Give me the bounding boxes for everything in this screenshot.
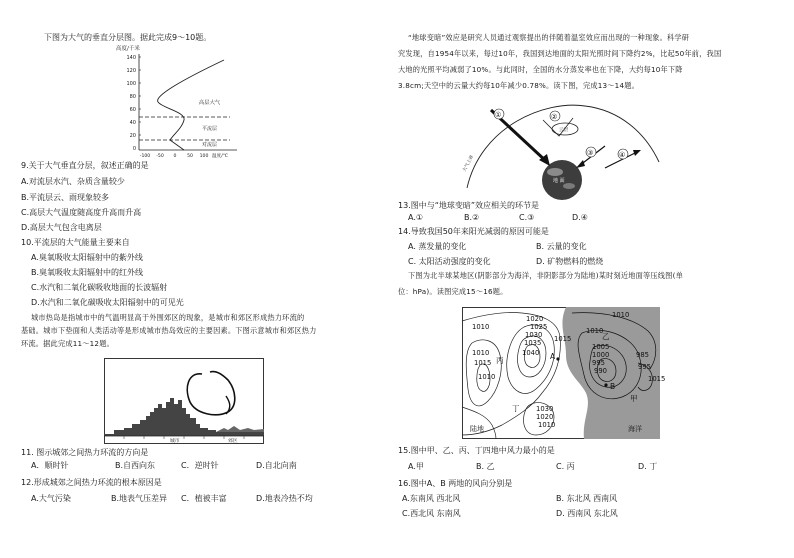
earth-dimming-figure xyxy=(455,96,670,200)
fig1-ytick: 0 xyxy=(132,146,136,152)
q10-option[interactable]: D.水汽和二氧化碳吸收太阳辐射中的可见光 xyxy=(31,298,184,307)
q11-option[interactable]: C．逆时针 xyxy=(181,461,219,470)
q15-option[interactable]: C. 丙 xyxy=(556,462,575,471)
fig3-label: ① xyxy=(495,111,502,119)
fig4-point-label: 甲 xyxy=(630,394,638,403)
fig4-isobar-label: 1020 xyxy=(536,413,554,421)
fig1-layer-label: 高层大气 xyxy=(199,100,221,106)
q13-option[interactable]: B.② xyxy=(464,213,480,222)
intro-13-14-line: 究发现，自1954年以来，每过10年，我国到达地面的太阳光照时间下降约2%，比起50年前，我国 xyxy=(398,49,722,58)
intro-13-14-line: 3.8cm;天空中的云量大约每10年减少0.78%。读下图，完成13～14题。 xyxy=(398,81,640,90)
q16-option[interactable]: B. 东北风 西南风 xyxy=(556,494,618,503)
q13-stem: 13.图中与“地球变暗”效应相关的环节是 xyxy=(398,201,540,210)
fig3-ground-label: 地 面 xyxy=(553,178,565,184)
q12-stem: 12.形成城郊之间热力环流的根本原因是 xyxy=(21,478,162,487)
fig4-isobar-label: 1010 xyxy=(612,311,630,319)
q15-stem: 15.图中甲、乙、丙、丁四地中风力最小的是 xyxy=(398,446,555,455)
fig4-isobar-label: 1015 xyxy=(648,375,666,383)
intro-9-10: 下图为大气的垂直分层图。据此完成9～10题。 xyxy=(44,33,212,42)
fig4-isobar-label: 1015 xyxy=(474,359,492,367)
fig1-xtick: -100 xyxy=(139,154,151,159)
q12-option[interactable]: D.地表冷热不均 xyxy=(256,494,313,503)
q14-stem: 14.导致我国50年来阳光减弱的原因可能是 xyxy=(398,227,549,236)
q11-option[interactable]: A．顺时针 xyxy=(31,461,69,470)
q16-option[interactable]: D. 西南风 东北风 xyxy=(556,509,618,518)
fig1-ytick: 40 xyxy=(129,120,136,126)
fig4-sea-label: 海洋 xyxy=(628,425,642,433)
q13-option[interactable]: C.③ xyxy=(519,213,535,222)
fig2-suburb-label: 郊区 xyxy=(228,439,238,444)
fig1-xticks xyxy=(140,153,209,159)
fig4-point-label: A xyxy=(550,352,556,361)
fig4-isobar-label: 995 xyxy=(592,359,605,367)
fig4-isobar-label: 1010 xyxy=(586,327,604,335)
q12-option[interactable]: C．植被丰富 xyxy=(181,494,227,503)
q13-option[interactable]: D.④ xyxy=(572,213,588,222)
q11-stem: 11. 图示城郊之间热力环流的方向是 xyxy=(21,448,149,457)
q10-option[interactable]: A.臭氧吸收太阳辐射中的紫外线 xyxy=(31,253,143,262)
fig4-isobar-label: 1030 xyxy=(525,331,543,339)
fig1-ytick: 120 xyxy=(126,68,136,74)
q13-option[interactable]: A.① xyxy=(408,213,424,222)
q10-stem: 10.平流层的大气能量主要来自 xyxy=(21,238,130,247)
fig1-xtick: 0 xyxy=(173,154,177,159)
fig1-xtick: 50 xyxy=(187,154,193,159)
fig3-cloud-label: 云层 xyxy=(559,128,569,133)
q14-option[interactable]: B. 云量的变化 xyxy=(536,242,587,251)
q16-option[interactable]: C.西北风 东南风 xyxy=(402,509,461,518)
q14-option[interactable]: A. 蒸发量的变化 xyxy=(408,242,467,251)
fig4-isobar-label: 1035 xyxy=(524,339,542,347)
fig4-isobar-label: 1015 xyxy=(554,335,572,343)
q16-option[interactable]: A.东南风 西北风 xyxy=(402,494,461,503)
fig4-isobar-label: 1020 xyxy=(526,315,544,323)
fig4-isobar-label: 1010 xyxy=(538,421,556,429)
fig4-point-label: B xyxy=(610,382,616,391)
fig1-xtick: -50 xyxy=(156,154,164,159)
q15-option[interactable]: D. 丁 xyxy=(638,462,658,471)
q14-option[interactable]: C. 太阳活动强度的变化 xyxy=(408,257,491,266)
fig1-layer-label: 平流层 xyxy=(202,126,218,132)
fig4-isobar-label: 1025 xyxy=(530,323,548,331)
fig4-isobar-label: 1040 xyxy=(522,349,540,357)
fig4-isobar-label: 985 xyxy=(636,351,649,359)
fig3-label: ② xyxy=(551,113,558,121)
q9-stem: 9.关于大气垂直分层，叙述正确的是 xyxy=(21,161,149,170)
fig4-land-label: 陆地 xyxy=(470,425,484,433)
q10-option[interactable]: B.臭氧吸收太阳辐射中的红外线 xyxy=(31,268,144,277)
fig4-isobar-label: 1030 xyxy=(536,405,554,413)
fig4-point-label: 丙 xyxy=(496,356,504,365)
q11-option[interactable]: B.自西向东 xyxy=(115,461,156,470)
fig3-atmosphere-label: 大气上界 xyxy=(462,154,476,173)
fig1-xtick: 100 xyxy=(199,154,209,159)
fig3-label: ③ xyxy=(587,149,594,157)
fig1-ytick: 140 xyxy=(126,55,136,61)
q9-option[interactable]: C.高层大气温度随高度升高而升高 xyxy=(21,208,142,217)
isobar-map xyxy=(462,307,666,439)
intro-13-14-line: 大地的光照平均减弱了10%。与此同时，全国的水分蒸发率也在下降，大约每10年下降 xyxy=(398,65,683,74)
q9-option[interactable]: A.对流层水汽、杂质含量较少 xyxy=(21,177,125,186)
q11-option[interactable]: D.自北向南 xyxy=(256,461,297,470)
intro-11-12-line: 基础。城市下垫面和人类活动等是形成城市热岛效应的主要因素。下图示意城市和郊区热力 xyxy=(21,326,317,335)
fig4-isobar-label: 995 xyxy=(638,363,651,371)
q12-option[interactable]: A.大气污染 xyxy=(31,494,71,503)
fig4-isobar-label: 1005 xyxy=(592,343,610,351)
q9-option[interactable]: D.高层大气包含电离层 xyxy=(21,223,102,232)
intro-15-16-line: 下图为北半球某地区(阴影部分为海洋，非阴影部分为陆地)某时刻近地面等压线图(单 xyxy=(408,271,683,280)
intro-13-14-line: “地球变暗”效应是研究人员通过观察提出的伴随着温室效应而出现的一种现象。科学研 xyxy=(408,33,690,42)
intro-11-12-line: 城市热岛是指城市中的气温明显高于外围郊区的现象，是城市和郊区形成热力环流的 xyxy=(31,313,305,322)
fig1-ytick: 20 xyxy=(129,133,136,139)
fig1-ylabel: 高度/千米 xyxy=(116,46,140,52)
fig4-isobar-label: 1010 xyxy=(472,349,490,357)
q15-option[interactable]: A.甲 xyxy=(408,462,424,471)
fig1-yticks xyxy=(126,55,136,152)
atmosphere-layers-chart xyxy=(112,42,262,164)
fig1-layer-label: 对流层 xyxy=(202,142,218,148)
fig4-point-label: 丁 xyxy=(512,404,520,413)
fig4-isobar-label: 990 xyxy=(594,367,607,375)
q12-option[interactable]: B.地表气压差异 xyxy=(111,494,168,503)
q16-stem: 16.图中A、B 两地的风向分别是 xyxy=(398,479,513,488)
fig4-isobar-label: 1010 xyxy=(478,373,496,381)
heat-island-figure xyxy=(104,358,264,444)
fig4-isobar-label: 1010 xyxy=(472,323,490,331)
fig1-ytick: 100 xyxy=(126,81,136,87)
fig1-xunit: 温度/℃ xyxy=(212,154,228,159)
q14-option[interactable]: D. 矿物燃料的燃烧 xyxy=(536,257,604,266)
fig4-point-label: 乙 xyxy=(602,332,610,341)
fig1-ytick: 80 xyxy=(129,94,136,100)
intro-15-16-line: 位：hPa)。读图完成15～16题。 xyxy=(398,287,508,296)
q10-option[interactable]: C.水汽和二氧化碳吸收地面的长波辐射 xyxy=(31,283,168,292)
fig4-isobar-label: 1000 xyxy=(592,351,610,359)
fig1-ytick: 60 xyxy=(129,107,136,113)
q15-option[interactable]: B. 乙 xyxy=(476,462,495,471)
intro-11-12-line: 环流。据此完成11～12题。 xyxy=(21,339,114,348)
fig3-label: ④ xyxy=(619,151,626,159)
fig2-city-label: 城市 xyxy=(170,439,180,444)
q9-option[interactable]: B.平流层云、雨现象较多 xyxy=(21,193,110,202)
